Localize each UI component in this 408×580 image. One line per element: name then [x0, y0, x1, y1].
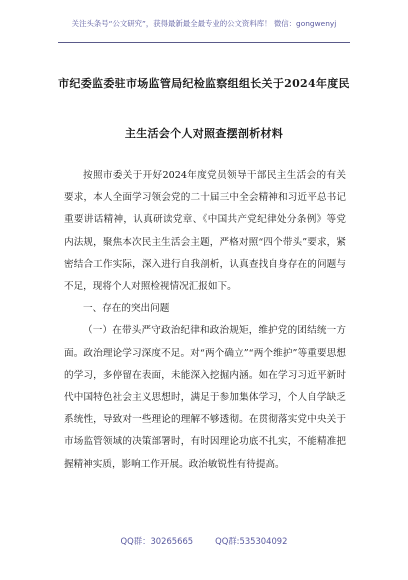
problem-paragraph-1: （一）在带头严守政治纪律和政治规矩，维护党的团结统一方面。政治理论学习深度不足。对“两个确立”“两个维护”等重要思想的学习，多停留在表面，未能深入挖掘内涵。如在学习习近平新时代中国特色社会主义思想时，满足于参加集体学习，个人自学缺乏系统性，导致对一些理论的理解不够透彻。在贯彻落实党中央关于市场监管领域的决策部署时，有时因理论功底不扎实，不能精准把握精神实质，影响工作开展。政治敏锐性有待提高。	[64, 325, 346, 470]
footer-qq-group-2: QQ群:535304092	[215, 536, 288, 546]
section-heading-problems: 一、存在的突出问题	[83, 303, 170, 315]
document-title-line-1: 市纪委监委驻市场监管局纪检监察组组长关于2024年度民	[58, 77, 350, 90]
footer-qq-group-1: QQ群：30265665	[120, 536, 194, 546]
header-banner: 关注头条号“公文研究”，获得最新最全最专业的公文资料库！ 微信：gongwenyj	[71, 19, 337, 28]
header-divider	[58, 42, 350, 43]
document-body	[64, 165, 346, 476]
footer	[0, 535, 408, 547]
document-title-line-2: 主生活会个人对照查摆剖析材料	[124, 127, 284, 140]
intro-paragraph: 按照市委关于开好2024年度党员领导干部民主生活会的有关要求，本人全面学习领会党的二十届三中全会精神和习近平总书记重要讲话精神，认真研读党章、《中国共产党纪律处分条例》等党内法规，聚焦本次民主生活会主题，严格对照“四个带头”要求，紧密结合工作实际，深入进行自我剖析，认真查找自身存在的问题与不足，现将个人对照检视情况汇报如下。	[64, 170, 346, 293]
